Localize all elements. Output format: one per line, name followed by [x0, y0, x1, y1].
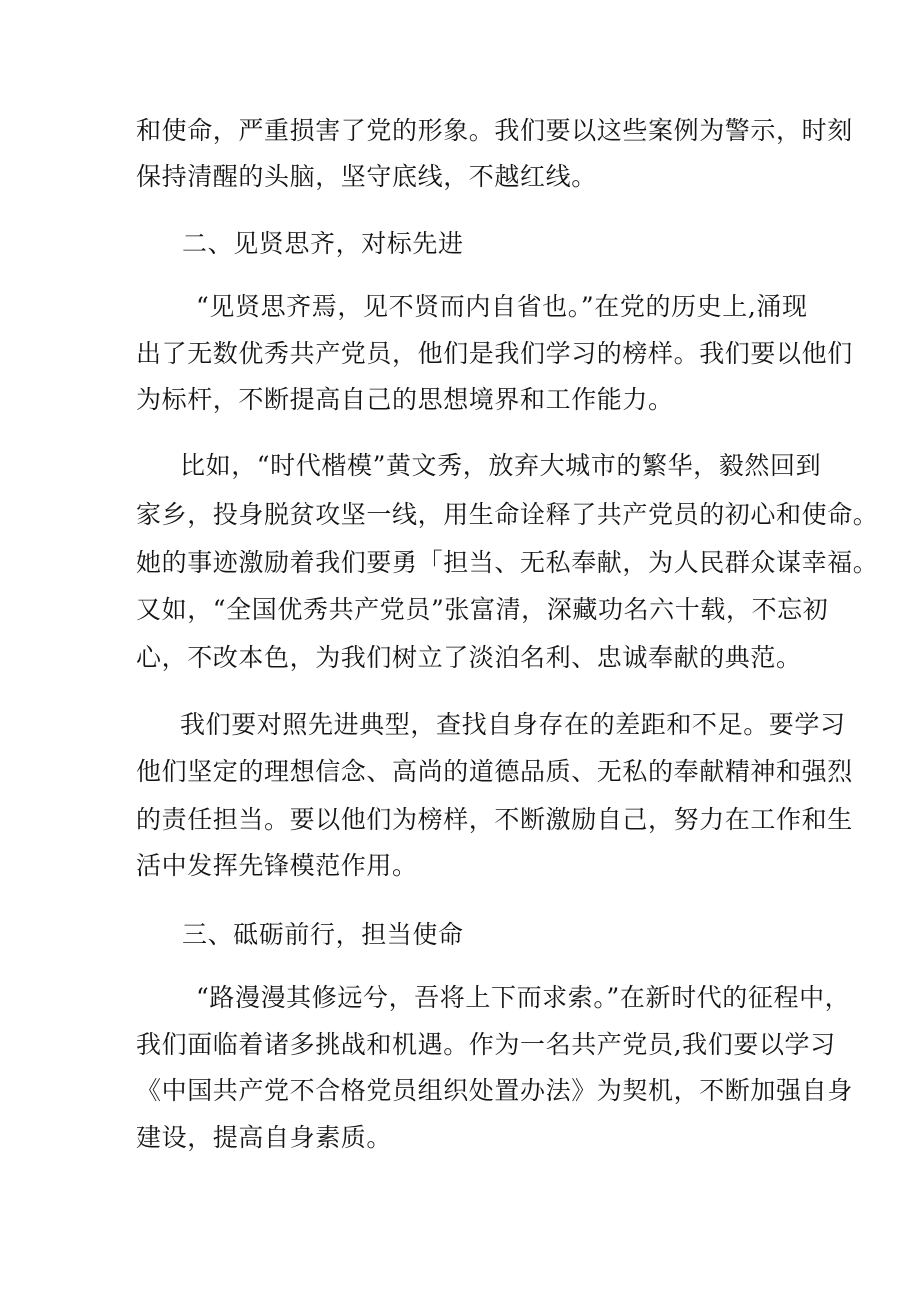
paragraph-line: “见贤思齐焉，见不贤而内自省也。”在党的历史上,涌现: [196, 292, 808, 321]
paragraph-line: 又如，“全国优秀共产党员”张富清，深藏功名六十载，不忘初: [136, 595, 829, 624]
paragraph-line: 《中国共产党不合格党员组织处置办法》为契机，不断加强自身: [136, 1076, 853, 1105]
paragraph-line: 家乡，投身脱贫攻坚一线，用生命诠释了共产党员的初心和使命。: [136, 500, 879, 529]
paragraph-line: 建设，提高自身素质。: [136, 1123, 393, 1152]
paragraph-line: 出了无数优秀共产党员，他们是我们学习的榜样。我们要以他们: [136, 339, 853, 368]
paragraph-line: 保持清醒的头脑，坚守底线，不越红线。: [136, 162, 597, 191]
paragraph-line: 他们坚定的理想信念、高尚的道德品质、无私的奉献精神和强烈: [136, 757, 853, 786]
paragraph-line: 我们要对照先进典型，查找自身存在的差距和不足。要学习: [180, 710, 846, 739]
paragraph-line: 我们面临着诸多挑战和机遇。作为一名共产党员,我们要以学习: [136, 1030, 836, 1059]
paragraph-line: “路漫漫其修远兮，吾将上下而求索。”在新时代的征程中，: [196, 983, 851, 1012]
paragraph-line: 为标杆，不断提高自己的思想境界和工作能力。: [136, 385, 674, 414]
paragraph-line: 的责任担当。要以他们为榜样，不断激励自己，努力在工作和生: [136, 805, 853, 834]
section-heading-2: 二、见贤思齐，对标先进: [182, 229, 464, 258]
paragraph-line: 比如，“时代楷模”黄文秀，放弃大城市的繁华，毅然回到: [180, 451, 822, 480]
paragraph-line: 活中发挥先锋模范作用。: [136, 851, 418, 880]
paragraph-line: 和使命，严重损害了党的形象。我们要以这些案例为警示，时刻: [136, 116, 853, 145]
section-heading-3: 三、砥砺前行，担当使命: [182, 920, 464, 949]
paragraph-line: 她的事迹激励着我们要勇「担当、无私奉献，为人民群众谋幸福。: [136, 548, 879, 577]
paragraph-line: 心，不改本色，为我们树立了淡泊名利、忠诚奉献的典范。: [136, 643, 802, 672]
